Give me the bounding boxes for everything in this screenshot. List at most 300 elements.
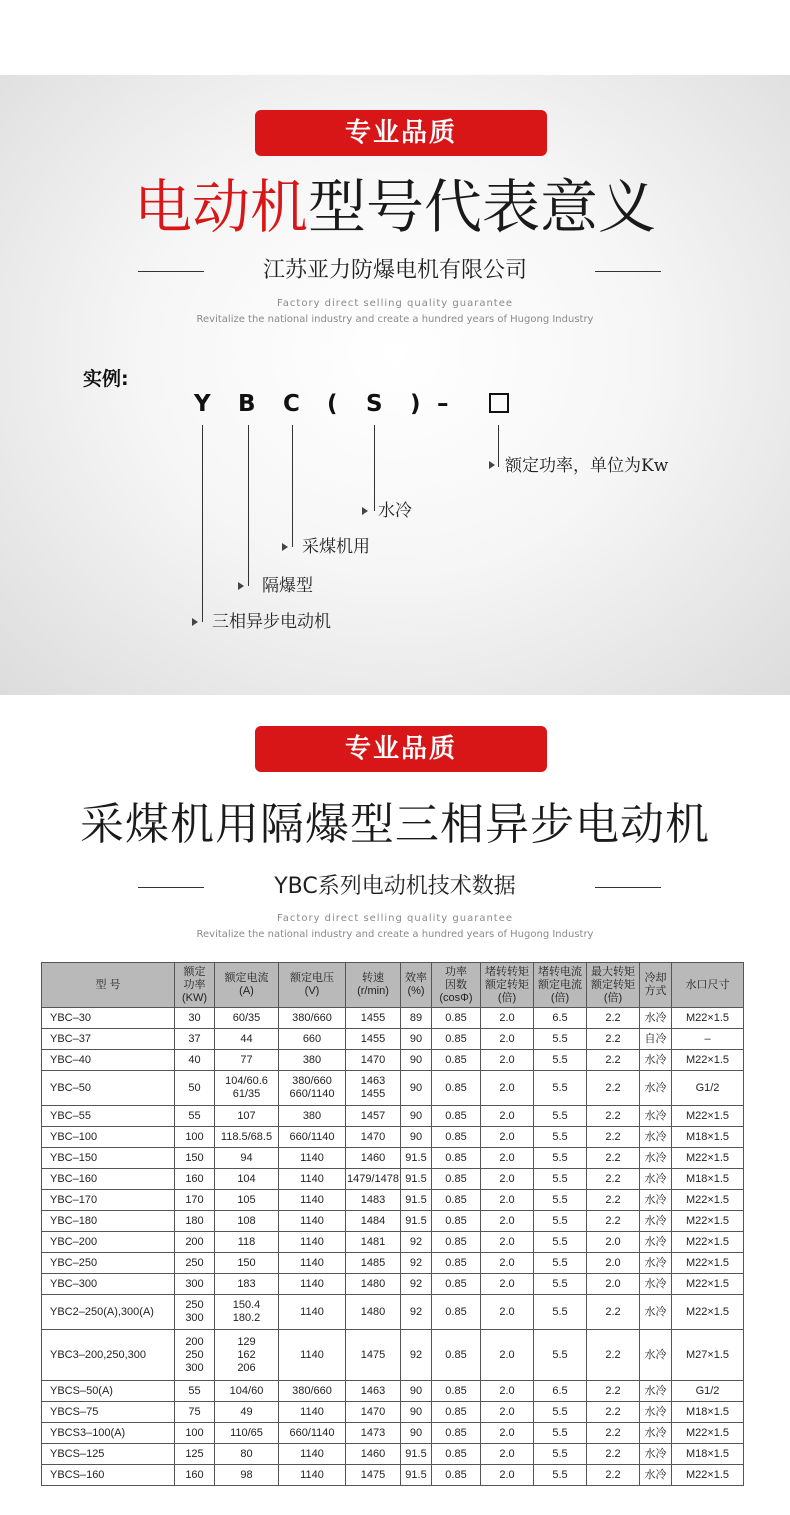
- table-cell: [279, 1029, 346, 1050]
- cell-text: M27×1.5: [685, 1348, 730, 1361]
- spec-table: [41, 962, 744, 1486]
- english-slogan-2: Revitalize the national industry and create a hundred years of Hugong Industry: [196, 929, 594, 940]
- table-cell: [587, 1190, 640, 1211]
- cell-text: –: [704, 1032, 711, 1045]
- table-cell: [640, 1008, 672, 1029]
- table-cell: [481, 1169, 534, 1190]
- table-cell: [42, 1127, 175, 1148]
- table-cell: [534, 1050, 587, 1071]
- table-cell: [401, 1008, 432, 1029]
- cell-text: 2.2: [605, 1109, 621, 1122]
- cell-text: 100: [185, 1426, 204, 1439]
- table-cell: [346, 1381, 401, 1402]
- header-text: (KW): [181, 991, 208, 1004]
- cell-text: 89: [409, 1011, 423, 1024]
- cell-text: 150.4: [232, 1299, 261, 1311]
- cell-text: 5.5: [552, 1172, 568, 1185]
- table-cell: [587, 1423, 640, 1444]
- header-text: 额定电流: [224, 972, 269, 984]
- cell-text: YBCS3–100(A): [50, 1426, 126, 1439]
- table-cell: [175, 1211, 215, 1232]
- table-cell: [672, 1106, 744, 1127]
- cell-text: 1484: [360, 1214, 386, 1227]
- cell-text: 自冷: [644, 1032, 667, 1045]
- table-row: [42, 1330, 744, 1381]
- cell-text: 2.2: [605, 1405, 621, 1418]
- cell-text: M22×1.5: [685, 1426, 730, 1439]
- table-cell: [279, 1169, 346, 1190]
- table-cell: [42, 1423, 175, 1444]
- table-cell: [432, 1071, 481, 1106]
- cell-text: 104: [237, 1172, 256, 1185]
- cell-text: M18×1.5: [685, 1130, 730, 1143]
- table-cell: [432, 1127, 481, 1148]
- table-cell: [672, 1330, 744, 1381]
- cell-text: 2.2: [605, 1447, 621, 1460]
- cell-text: 50: [188, 1081, 201, 1094]
- table-cell: [481, 1253, 534, 1274]
- table-cell: [587, 1444, 640, 1465]
- cell-text: 2.0: [499, 1172, 515, 1185]
- table-cell: [401, 1465, 432, 1486]
- cell-text: 91.5: [405, 1468, 427, 1481]
- table-cell: [672, 1148, 744, 1169]
- table-cell: [401, 1423, 432, 1444]
- company-name: 江苏亚力防爆电机有限公司: [262, 258, 527, 283]
- table-cell: [346, 1274, 401, 1295]
- cell-text: YBC–170: [50, 1193, 98, 1206]
- cell-text: YBC–180: [50, 1214, 98, 1227]
- table-cell: [401, 1253, 432, 1274]
- cell-text: 0.85: [445, 1214, 467, 1227]
- cell-text: 2.2: [605, 1151, 621, 1164]
- cell-text: 1463: [360, 1075, 386, 1087]
- cell-text: 0.85: [445, 1193, 467, 1206]
- cell-text: M22×1.5: [685, 1193, 730, 1206]
- page-title: [0, 172, 790, 242]
- table-cell: [672, 1029, 744, 1050]
- table-cell: [215, 1465, 279, 1486]
- cell-text: 水冷: [644, 1172, 667, 1185]
- cell-text: YBC2–250(A),300(A): [50, 1305, 154, 1318]
- cell-text: 2.2: [605, 1011, 621, 1024]
- cell-text: 91.5: [405, 1172, 427, 1185]
- cell-text: 200: [185, 1235, 204, 1248]
- table-cell: [587, 1127, 640, 1148]
- table-cell: [42, 1071, 175, 1106]
- table-cell: [640, 1029, 672, 1050]
- cell-text: 91.5: [405, 1214, 427, 1227]
- cell-text: 160: [185, 1468, 204, 1481]
- cell-text: 2.0: [605, 1256, 621, 1269]
- table-cell: [175, 1423, 215, 1444]
- table-cell: [432, 1444, 481, 1465]
- table-cell: [534, 1253, 587, 1274]
- column-header: [587, 963, 640, 1008]
- table-cell: [175, 1330, 215, 1381]
- header-text: 因数: [445, 978, 467, 991]
- table-cell: [279, 1330, 346, 1381]
- cell-text: 2.0: [499, 1305, 515, 1318]
- code-char-open-paren: (: [327, 391, 338, 417]
- table-cell: [175, 1190, 215, 1211]
- table-cell: [587, 1050, 640, 1071]
- table-cell: [175, 1169, 215, 1190]
- table-cell: [42, 1190, 175, 1211]
- cell-text: YBC–55: [50, 1109, 91, 1122]
- table-row: [42, 1106, 744, 1127]
- table-cell: [279, 1444, 346, 1465]
- table-cell: [175, 1071, 215, 1106]
- cell-text: YBC3–200,250,300: [50, 1348, 147, 1361]
- table-cell: [587, 1008, 640, 1029]
- cell-text: 92: [409, 1348, 423, 1361]
- header-text: 转速: [362, 972, 384, 984]
- table-cell: [534, 1148, 587, 1169]
- cell-text: 水冷: [644, 1277, 667, 1290]
- cell-text: 0.85: [445, 1109, 467, 1122]
- header-text: 堵转转矩: [485, 965, 529, 978]
- arrow-icon: [192, 618, 198, 626]
- cell-text: 91.5: [405, 1193, 427, 1206]
- table-cell: [534, 1423, 587, 1444]
- table-cell: [279, 1106, 346, 1127]
- table-cell: [279, 1190, 346, 1211]
- table-cell: [215, 1008, 279, 1029]
- cell-text: 0.85: [445, 1081, 467, 1094]
- table-cell: [481, 1423, 534, 1444]
- code-char-b: B: [238, 391, 256, 417]
- cell-text: 90: [409, 1053, 423, 1066]
- cell-text: 380: [302, 1109, 322, 1122]
- table-cell: [672, 1295, 744, 1330]
- cell-text: 94: [240, 1151, 253, 1164]
- section-subtitle: YBC系列电动机技术数据: [274, 874, 516, 899]
- table-cell: [279, 1050, 346, 1071]
- column-header: [481, 963, 534, 1008]
- cell-text: 水冷: [644, 1214, 667, 1227]
- table-cell: [42, 1148, 175, 1169]
- cell-text: YBC–150: [50, 1151, 98, 1164]
- header-text: 型 号: [95, 978, 121, 991]
- cell-text: 91.5: [405, 1151, 427, 1164]
- table-cell: [672, 1211, 744, 1232]
- cell-text: 107: [237, 1109, 256, 1122]
- table-cell: [432, 1330, 481, 1381]
- cell-text: 91.5: [405, 1447, 427, 1460]
- header-text: 功率: [445, 965, 467, 978]
- table-row: [42, 1402, 744, 1423]
- table-header-row: [42, 963, 744, 1008]
- table-cell: [672, 1190, 744, 1211]
- table-cell: [42, 1008, 175, 1029]
- cell-text: 0.85: [445, 1447, 467, 1460]
- cell-text: 92: [409, 1277, 423, 1290]
- cell-text: 206: [237, 1361, 256, 1374]
- cell-text: 110/65: [230, 1426, 263, 1439]
- cell-text: 0.85: [445, 1305, 467, 1318]
- cell-text: 1140: [300, 1348, 324, 1361]
- table-cell: [175, 1465, 215, 1486]
- cell-text: 1480: [360, 1277, 386, 1290]
- table-cell: [534, 1029, 587, 1050]
- table-cell: [42, 1295, 175, 1330]
- leader-line-y: [202, 425, 203, 622]
- cell-text: 1140: [300, 1172, 324, 1185]
- title-highlight: 电动机: [133, 173, 308, 241]
- table-cell: [534, 1211, 587, 1232]
- leader-line-power: [498, 425, 499, 467]
- table-cell: [432, 1148, 481, 1169]
- header-text: 效率: [405, 972, 427, 984]
- header-text: (A): [239, 985, 254, 997]
- cell-text: 92: [409, 1305, 423, 1318]
- label-water-cooling: 水冷: [378, 501, 412, 521]
- table-cell: [42, 1106, 175, 1127]
- cell-text: M22×1.5: [685, 1151, 730, 1164]
- table-cell: [534, 1127, 587, 1148]
- cell-text: 1140: [300, 1235, 324, 1248]
- header-text: (cosΦ): [439, 991, 473, 1004]
- code-char-y: Y: [194, 391, 211, 417]
- table-cell: [587, 1148, 640, 1169]
- table-cell: [175, 1008, 215, 1029]
- table-cell: [215, 1071, 279, 1106]
- table-cell: [481, 1330, 534, 1381]
- cell-text: 300: [185, 1361, 204, 1374]
- cell-text: 129: [237, 1335, 256, 1348]
- cell-text: YBC–30: [50, 1011, 91, 1024]
- cell-text: 2.0: [499, 1405, 515, 1418]
- cell-text: 1140: [300, 1151, 324, 1164]
- cell-text: 1475: [360, 1348, 386, 1361]
- cell-text: 2.0: [605, 1277, 621, 1290]
- table-cell: [215, 1295, 279, 1330]
- table-cell: [279, 1253, 346, 1274]
- column-header: [672, 963, 744, 1008]
- cell-text: 1140: [300, 1447, 324, 1460]
- cell-text: 2.2: [605, 1305, 621, 1318]
- cell-text: YBCS–125: [50, 1447, 105, 1460]
- code-char-dash: –: [437, 391, 449, 417]
- table-cell: [481, 1211, 534, 1232]
- cell-text: 90: [409, 1081, 423, 1094]
- cell-text: 1455: [360, 1011, 386, 1024]
- table-cell: [175, 1295, 215, 1330]
- cell-text: 1457: [360, 1109, 386, 1122]
- table-cell: [346, 1211, 401, 1232]
- table-cell: [534, 1330, 587, 1381]
- cell-text: 660/1140: [289, 1130, 335, 1143]
- cell-text: 5.5: [552, 1214, 568, 1227]
- table-cell: [640, 1071, 672, 1106]
- table-cell: [640, 1190, 672, 1211]
- table-cell: [279, 1465, 346, 1486]
- table-cell: [175, 1127, 215, 1148]
- table-row: [42, 1148, 744, 1169]
- table-cell: [432, 1029, 481, 1050]
- table-row: [42, 1253, 744, 1274]
- table-cell: [640, 1274, 672, 1295]
- cell-text: 49: [240, 1405, 253, 1418]
- table-row: [42, 1071, 744, 1106]
- table-cell: [481, 1106, 534, 1127]
- leader-line-c: [292, 425, 293, 547]
- cell-text: 5.5: [552, 1256, 568, 1269]
- table-cell: [279, 1211, 346, 1232]
- cell-text: 75: [188, 1405, 201, 1418]
- cell-text: 2.2: [605, 1053, 621, 1066]
- cell-text: 水冷: [644, 1426, 667, 1439]
- cell-text: 水冷: [644, 1405, 667, 1418]
- table-cell: [279, 1232, 346, 1253]
- cell-text: 2.0: [499, 1151, 515, 1164]
- table-cell: [42, 1330, 175, 1381]
- cell-text: 5.5: [552, 1468, 568, 1481]
- table-cell: [215, 1211, 279, 1232]
- table-row: [42, 1274, 744, 1295]
- cell-text: 660: [302, 1032, 322, 1045]
- header-text: 额定转矩: [591, 978, 635, 991]
- table-cell: [640, 1253, 672, 1274]
- table-row: [42, 1127, 744, 1148]
- cell-text: M22×1.5: [685, 1214, 730, 1227]
- cell-text: 水冷: [644, 1081, 667, 1094]
- cell-text: 0.85: [445, 1405, 467, 1418]
- cell-text: 90: [409, 1405, 423, 1418]
- column-header: [346, 963, 401, 1008]
- cell-text: 37: [188, 1032, 201, 1045]
- table-cell: [672, 1465, 744, 1486]
- cell-text: 水冷: [644, 1151, 667, 1164]
- table-cell: [215, 1106, 279, 1127]
- table-cell: [432, 1381, 481, 1402]
- cell-text: 125: [185, 1447, 204, 1460]
- english-slogan-2: Revitalize the national industry and create a hundred years of Hugong Industry: [196, 314, 594, 325]
- table-cell: [432, 1465, 481, 1486]
- cell-text: 1455: [360, 1032, 386, 1045]
- cell-text: 5.5: [552, 1109, 568, 1122]
- table-cell: [401, 1232, 432, 1253]
- cell-text: 水冷: [644, 1468, 667, 1481]
- title-rest: 型号代表意义: [308, 173, 657, 241]
- table-cell: [175, 1444, 215, 1465]
- table-cell: [401, 1190, 432, 1211]
- table-cell: [279, 1008, 346, 1029]
- cell-text: 2.2: [605, 1081, 621, 1094]
- cell-text: YBC–50: [50, 1081, 91, 1094]
- column-header: [279, 963, 346, 1008]
- cell-text: 5.5: [552, 1235, 568, 1248]
- cell-text: 0.85: [445, 1468, 467, 1481]
- cell-text: G1/2: [695, 1384, 720, 1397]
- table-cell: [346, 1106, 401, 1127]
- cell-text: 0.85: [445, 1151, 467, 1164]
- cell-text: 77: [240, 1053, 253, 1066]
- table-cell: [640, 1050, 672, 1071]
- cell-text: 1483: [360, 1193, 386, 1206]
- table-cell: [640, 1232, 672, 1253]
- cell-text: 61/35: [232, 1088, 261, 1100]
- table-cell: [42, 1169, 175, 1190]
- cell-text: 5.5: [552, 1032, 568, 1045]
- cell-text: 2.2: [605, 1130, 621, 1143]
- table-cell: [672, 1253, 744, 1274]
- cell-text: 80: [240, 1447, 253, 1460]
- cell-text: 0.85: [445, 1348, 467, 1361]
- cell-text: 92: [409, 1256, 423, 1269]
- table-cell: [432, 1274, 481, 1295]
- cell-text: 90: [409, 1109, 423, 1122]
- cell-text: 660/1140: [289, 1088, 335, 1100]
- cell-text: 160: [185, 1172, 204, 1185]
- table-row: [42, 1029, 744, 1050]
- table-cell: [432, 1169, 481, 1190]
- cell-text: 0.85: [445, 1032, 467, 1045]
- cell-text: M22×1.5: [685, 1235, 730, 1248]
- table-cell: [672, 1232, 744, 1253]
- quality-badge: 专业品质: [255, 726, 547, 772]
- cell-text: 0.85: [445, 1384, 467, 1397]
- table-cell: [215, 1190, 279, 1211]
- cell-text: 1463: [360, 1384, 386, 1397]
- table-cell: [215, 1148, 279, 1169]
- table-cell: [672, 1381, 744, 1402]
- label-shearer-use: 采煤机用: [302, 537, 370, 557]
- table-cell: [672, 1050, 744, 1071]
- table-cell: [640, 1106, 672, 1127]
- cell-text: 2.0: [499, 1193, 515, 1206]
- cell-text: 1140: [300, 1193, 324, 1206]
- table-cell: [401, 1444, 432, 1465]
- table-cell: [481, 1071, 534, 1106]
- table-cell: [42, 1253, 175, 1274]
- table-cell: [481, 1402, 534, 1423]
- table-cell: [175, 1050, 215, 1071]
- cell-text: 200: [185, 1335, 204, 1348]
- cell-text: M22×1.5: [685, 1277, 730, 1290]
- cell-text: 6.5: [552, 1011, 568, 1024]
- cell-text: 水冷: [644, 1256, 667, 1269]
- table-cell: [215, 1381, 279, 1402]
- cell-text: 1473: [360, 1426, 386, 1439]
- cell-text: 44: [240, 1032, 253, 1045]
- table-cell: [587, 1211, 640, 1232]
- table-cell: [401, 1071, 432, 1106]
- english-slogan-1: Factory direct selling quality guarantee: [276, 913, 514, 924]
- cell-text: YBC–200: [50, 1235, 98, 1248]
- table-cell: [175, 1381, 215, 1402]
- table-cell: [279, 1127, 346, 1148]
- cell-text: 2.2: [605, 1426, 621, 1439]
- cell-text: 1460: [360, 1151, 386, 1164]
- table-cell: [346, 1071, 401, 1106]
- table-cell: [640, 1444, 672, 1465]
- cell-text: 40: [188, 1053, 201, 1066]
- cell-text: 0.85: [445, 1172, 467, 1185]
- table-cell: [432, 1211, 481, 1232]
- table-cell: [279, 1148, 346, 1169]
- cell-text: 2.0: [499, 1109, 515, 1122]
- cell-text: 2.0: [499, 1256, 515, 1269]
- cell-text: 1140: [300, 1214, 324, 1227]
- table-cell: [279, 1071, 346, 1106]
- cell-text: YBCS–50(A): [50, 1384, 113, 1397]
- code-char-s: S: [366, 391, 383, 417]
- cell-text: M22×1.5: [685, 1305, 730, 1318]
- table-cell: [279, 1381, 346, 1402]
- table-cell: [401, 1169, 432, 1190]
